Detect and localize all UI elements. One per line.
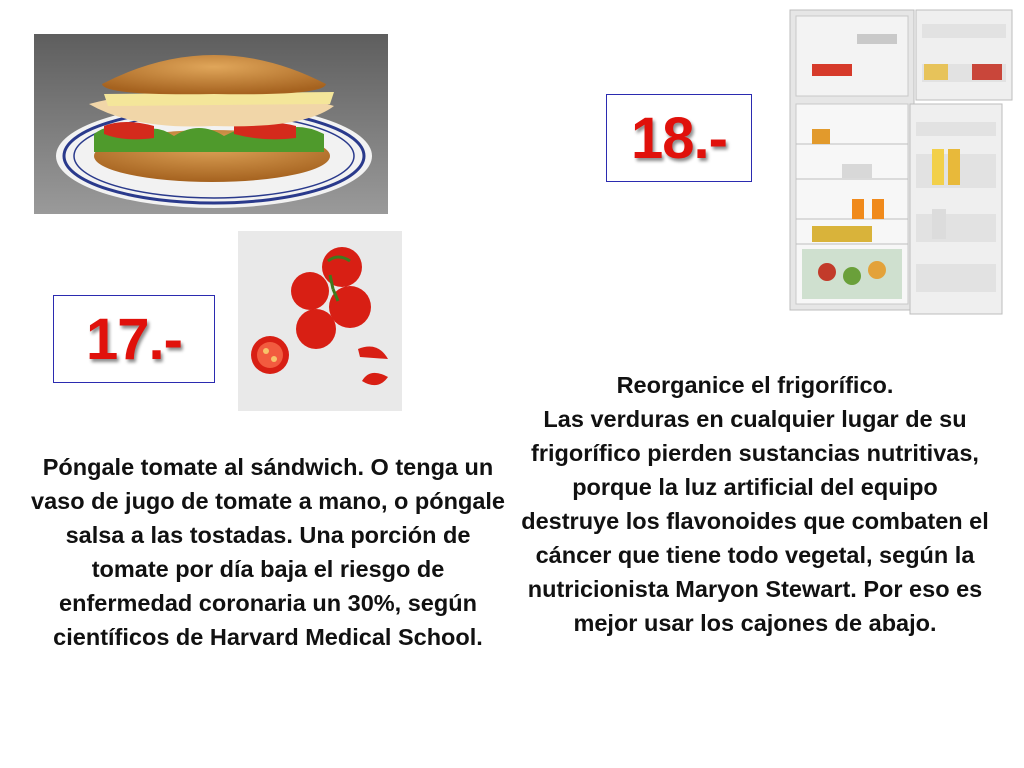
item-18-heading: Reorganice el frigorífico. (616, 372, 894, 398)
item-18-number: 18.- (631, 105, 727, 171)
item-17-number: 17.- (86, 306, 182, 372)
item-18-text: Las verduras en cualquier lugar de su frigorífico pierden sustancias nutritivas, porque la luz artificial del equipo destruye los flavonoides que combaten el cáncer que tiene todo vegetal, según la nutricionista Maryon Stewart. Por eso es mejor usar los cajones de abajo. (521, 406, 989, 636)
item-17-number-box (53, 295, 215, 383)
tomatoes-image (238, 231, 402, 411)
sandwich-image (34, 34, 388, 214)
item-17-text: Póngale tomate al sándwich. O tenga un vaso de jugo de tomate a mano, o póngale salsa a las tostadas. Una porción de tomate por día baja el riesgo de enfermedad coronaria un 30%, según científicos de Harvard Medical School. (31, 454, 505, 650)
refrigerator-image (782, 4, 1018, 320)
item-18-number-box (606, 94, 752, 182)
item-18-text-block (520, 368, 990, 640)
